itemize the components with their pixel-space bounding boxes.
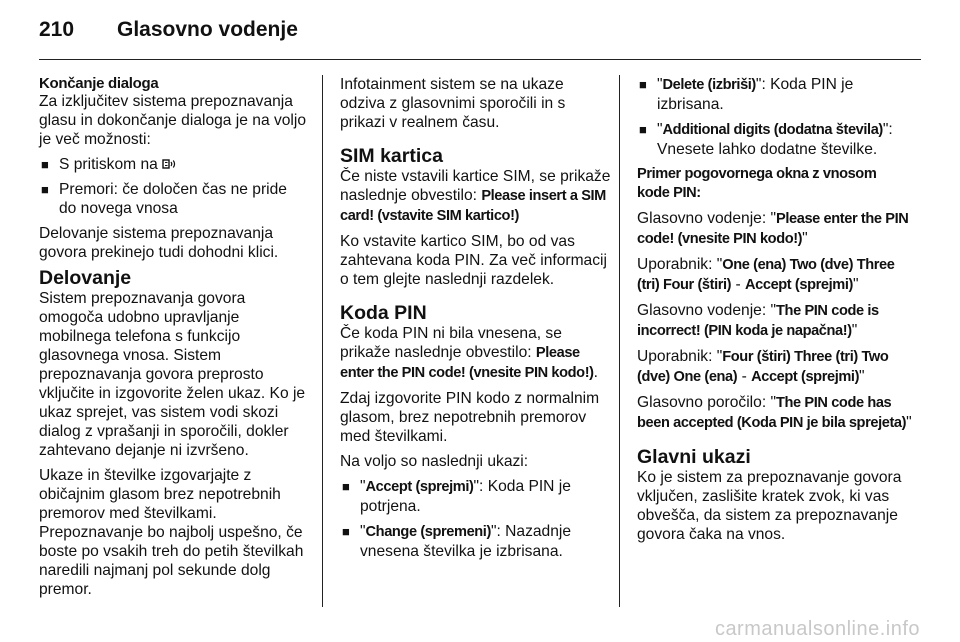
voice-button-icon xyxy=(162,158,178,170)
message-text: One (ena) Two (dve) Three (tri) Four (štiri) xyxy=(637,257,895,293)
command-list xyxy=(637,75,912,159)
text: - xyxy=(737,368,752,385)
page-title: Glasovno vodenje xyxy=(117,18,298,41)
list-item xyxy=(340,522,612,561)
dialog-line xyxy=(637,393,912,433)
message-text: Please enter the PIN code! (vnesite PIN kodo!) xyxy=(340,345,594,381)
column-divider-1 xyxy=(322,75,323,607)
list-item: ■ Premori: če določen čas ne pride do novega vnosa xyxy=(39,180,307,218)
list-item-text: S pritiskom na xyxy=(59,156,158,173)
paragraph: Ukaze in številke izgovarjajte z običajnim glasom brez nepotrebnih premorov med številkami. Prepoznavanje bo najbolj uspešno, če boste po vsakih treh do petih številkah naredili najmanj pol sekunde dolg premor. xyxy=(39,467,304,598)
command-text: Additional digits (dodatna števila) xyxy=(662,122,883,138)
example-heading: Primer pogovornega okna z vnosom kode PIN: xyxy=(637,166,877,201)
paragraph: Ko vstavite kartico SIM, bo od vas zahtevana koda PIN. Za več informacij o tem glejte naslednji razdelek. xyxy=(340,233,607,288)
text: Če koda PIN ni bila vnesena, se prikaže naslednje obvestilo: xyxy=(340,325,562,361)
dialog-line xyxy=(637,209,912,249)
message-text: The PIN code is incorrect! (PIN koda je napačna!) xyxy=(637,303,879,339)
subheading-end-dialog: Končanje dialoga xyxy=(39,75,159,92)
message-text: Accept (sprejmi) xyxy=(751,369,860,385)
text: Glasovno vodenje: " xyxy=(637,210,777,227)
paragraph xyxy=(340,167,612,226)
quote: " xyxy=(802,230,808,247)
dialog-line xyxy=(637,255,912,295)
heading-main-commands: Glavni ukazi xyxy=(637,446,751,468)
list-item xyxy=(39,155,307,174)
text: ": Koda PIN je izbrisana. xyxy=(657,76,854,113)
paragraph xyxy=(340,324,612,383)
paragraph: Zdaj izgovorite PIN kodo z normalnim glasom, brez nepotrebnih premorov med številkami. xyxy=(340,390,600,445)
text: Uporabnik: " xyxy=(637,256,723,273)
message-text: Please insert a SIM card! (vstavite SIM kartico!) xyxy=(340,188,606,224)
quote: " xyxy=(859,368,865,385)
list-item xyxy=(340,477,612,516)
message-text: The PIN code has been accepted (Koda PIN je bila sprejeta) xyxy=(637,395,907,431)
list-item xyxy=(637,120,912,159)
text: . xyxy=(593,364,598,381)
page-number: 210 xyxy=(39,18,75,41)
quote: " xyxy=(657,76,663,93)
message-text: Four (štiri) Three (tri) Two (dve) One (ena) xyxy=(637,349,889,385)
page-header xyxy=(39,18,298,42)
text: Glasovno poročilo: " xyxy=(637,394,777,411)
command-text: Change (spremeni) xyxy=(365,524,491,540)
command-text: Delete (izbriši) xyxy=(662,77,756,93)
text: ": Vnesete lahko dodatne številke. xyxy=(657,121,893,158)
paragraph: Infotainment sistem se na ukaze odziva z glasovnimi sporočili in s prikazi v realnem času. xyxy=(340,76,566,131)
quote: " xyxy=(360,523,366,540)
column-3 xyxy=(637,75,912,550)
list-item xyxy=(637,75,912,114)
heading-pin-code: Koda PIN xyxy=(340,302,427,324)
text: Glasovno vodenje: " xyxy=(637,302,777,319)
column-2 xyxy=(340,75,612,567)
quote: " xyxy=(657,121,663,138)
text: Če niste vstavili kartice SIM, se prikaže naslednje obvestilo: xyxy=(340,168,611,204)
column-divider-2 xyxy=(619,75,620,607)
text: - xyxy=(731,276,745,293)
paragraph: Za izključitev sistema prepoznavanja glasu in dokončanje dialoga je na voljo je več možnosti: xyxy=(39,93,307,148)
paragraph: Ko je sistem za prepoznavanje govora vključen, zaslišite kratek zvok, ki vas obvešča, da sistem za prepoznavanje govora čaka na vnos. xyxy=(637,469,902,543)
paragraph: Sistem prepoznavanja govora omogoča udobno upravljanje mobilnega telefona s funkcijo glasovnega vnosa. Sistem prepoznavanja govora preprosto vključite in izgovorite želen ukaz. Ko je ukaz sprejet, vas sistem vodi skozi dialog z vprašanji in sporočili, dokler zahtevano dejanje ni izvršeno. xyxy=(39,290,306,459)
header-rule xyxy=(39,59,921,60)
text: Uporabnik: " xyxy=(637,348,723,365)
quote: " xyxy=(360,478,366,495)
message-text: Please enter the PIN code! (vnesite PIN kodo!) xyxy=(637,211,909,247)
bullet-list xyxy=(39,155,307,218)
paragraph: Na voljo so naslednji ukazi: xyxy=(340,453,529,470)
heading-operation: Delovanje xyxy=(39,267,132,289)
message-text: Accept (sprejmi) xyxy=(745,277,853,293)
command-list xyxy=(340,477,612,561)
dialog-line xyxy=(637,347,912,387)
quote: " xyxy=(851,322,858,339)
dialog-line xyxy=(637,301,912,341)
quote: " xyxy=(852,276,859,293)
paragraph: Delovanje sistema prepoznavanja govora prekinejo tudi dohodni klici. xyxy=(39,225,279,261)
text: ": Koda PIN je potrjena. xyxy=(360,478,571,515)
quote: " xyxy=(906,414,912,431)
column-1 xyxy=(39,75,307,605)
command-text: Accept (sprejmi) xyxy=(365,479,474,495)
text: ": Nazadnje vnesena številka je izbrisana. xyxy=(360,523,572,560)
heading-sim-card: SIM kartica xyxy=(340,145,443,167)
watermark: carmanualsonline.info xyxy=(714,618,920,640)
